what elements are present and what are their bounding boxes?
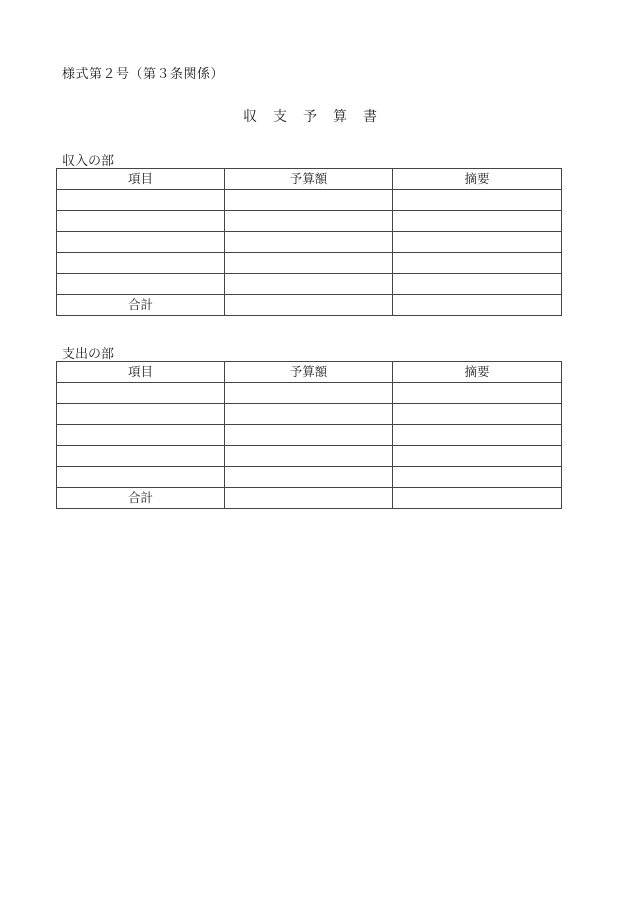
item-cell[interactable] — [57, 425, 225, 446]
header-budget-amount: 予算額 — [225, 169, 393, 190]
table-row — [57, 211, 562, 232]
table-row — [57, 467, 562, 488]
table-row — [57, 253, 562, 274]
budget-amount-cell[interactable] — [225, 446, 393, 467]
item-cell[interactable] — [57, 274, 225, 295]
table-header-row — [57, 362, 562, 383]
budget-amount-cell[interactable] — [225, 253, 393, 274]
header-item: 項目 — [57, 362, 225, 383]
table-row — [57, 404, 562, 425]
item-cell[interactable] — [57, 190, 225, 211]
header-budget-amount: 予算額 — [225, 362, 393, 383]
table-row — [57, 274, 562, 295]
remarks-cell[interactable] — [393, 232, 562, 253]
remarks-cell[interactable] — [393, 211, 562, 232]
total-row — [57, 295, 562, 316]
budget-amount-cell[interactable] — [225, 383, 393, 404]
item-cell[interactable] — [57, 211, 225, 232]
table-row — [57, 232, 562, 253]
income-section-label: 収入の部 — [62, 154, 115, 169]
budget-amount-cell[interactable] — [225, 274, 393, 295]
budget-amount-cell[interactable] — [225, 467, 393, 488]
budget-amount-cell[interactable] — [225, 190, 393, 211]
total-remarks-cell[interactable] — [393, 295, 562, 316]
header-remarks: 摘要 — [393, 362, 562, 383]
remarks-cell[interactable] — [393, 425, 562, 446]
table-header-row — [57, 169, 562, 190]
table-row — [57, 446, 562, 467]
income-table — [56, 168, 562, 316]
item-cell[interactable] — [57, 253, 225, 274]
table-row — [57, 425, 562, 446]
remarks-cell[interactable] — [393, 446, 562, 467]
remarks-cell[interactable] — [393, 383, 562, 404]
item-cell[interactable] — [57, 383, 225, 404]
budget-amount-cell[interactable] — [225, 425, 393, 446]
remarks-cell[interactable] — [393, 274, 562, 295]
budget-amount-cell[interactable] — [225, 211, 393, 232]
remarks-cell[interactable] — [393, 404, 562, 425]
remarks-cell[interactable] — [393, 253, 562, 274]
budget-amount-cell[interactable] — [225, 404, 393, 425]
remarks-cell[interactable] — [393, 467, 562, 488]
header-remarks: 摘要 — [393, 169, 562, 190]
table-row — [57, 383, 562, 404]
item-cell[interactable] — [57, 232, 225, 253]
table-row — [57, 190, 562, 211]
item-cell[interactable] — [57, 467, 225, 488]
total-remarks-cell[interactable] — [393, 488, 562, 509]
budget-amount-cell[interactable] — [225, 232, 393, 253]
total-budget-amount-cell[interactable] — [225, 295, 393, 316]
header-item: 項目 — [57, 169, 225, 190]
expense-section-label: 支出の部 — [62, 347, 115, 362]
document-title: 収支予算書 — [243, 109, 393, 125]
item-cell[interactable] — [57, 446, 225, 467]
item-cell[interactable] — [57, 404, 225, 425]
total-label: 合計 — [57, 488, 225, 509]
total-label: 合計 — [57, 295, 225, 316]
total-budget-amount-cell[interactable] — [225, 488, 393, 509]
remarks-cell[interactable] — [393, 190, 562, 211]
expense-table — [56, 361, 562, 509]
form-number: 様式第２号（第３条関係） — [62, 67, 225, 82]
total-row — [57, 488, 562, 509]
